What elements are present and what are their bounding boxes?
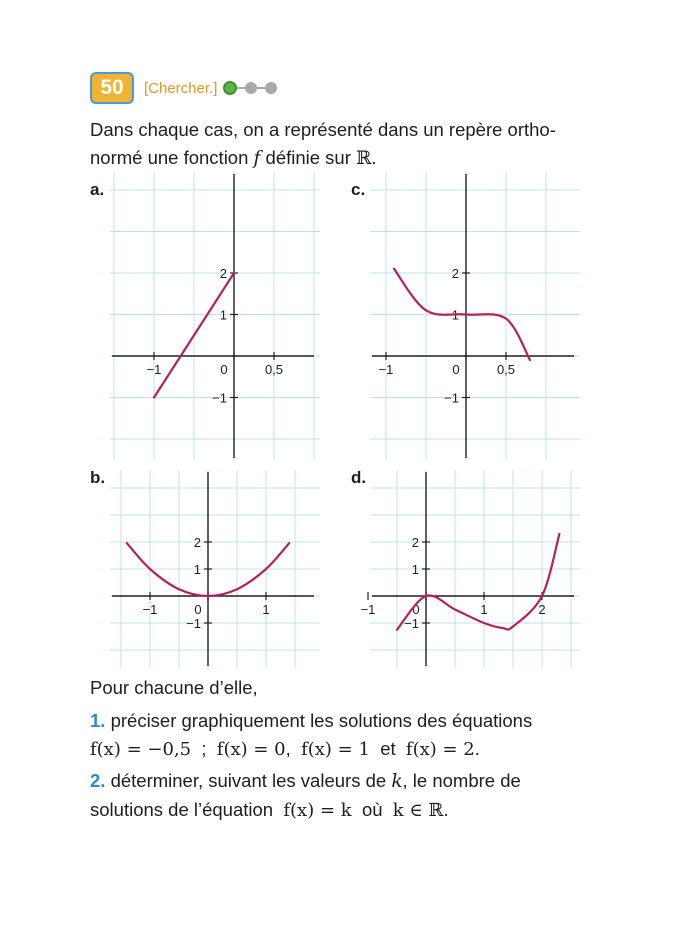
y-tick-label: 1 (193, 562, 201, 577)
statement-line-1: Dans chaque cas, on a représenté dans un repère ortho- (90, 119, 556, 140)
exercise-number-badge: 50 (90, 72, 134, 104)
question-1 (90, 707, 650, 735)
y-tick-label: −1 (186, 616, 201, 631)
exercise-header (90, 72, 277, 104)
graph-b (110, 470, 320, 668)
y-tick-label: 1 (411, 562, 419, 577)
x-tick-label: 2 (538, 602, 546, 617)
question-2-text: , le nombre de (402, 770, 521, 791)
graph-c (370, 172, 580, 460)
x-tick-label: 0,5 (496, 362, 516, 377)
statement-text: . (371, 147, 377, 168)
grid (370, 172, 580, 460)
difficulty-dot-1 (223, 81, 237, 95)
parameter-k: k (391, 771, 403, 792)
function-symbol: f (253, 148, 261, 169)
panel-label-a: a. (90, 180, 105, 199)
statement-line-2 (90, 144, 630, 173)
y-tick-label: −1 (212, 390, 227, 406)
question-2-number: 2. (90, 770, 106, 791)
graph-d (360, 470, 580, 668)
y-tick-label: −1 (404, 616, 419, 631)
x-tick-label: −1 (378, 362, 394, 377)
statement-text: définie sur (265, 147, 351, 168)
equation-3: f(x) = 1 (301, 739, 370, 760)
x-tick-label: 1 (262, 602, 270, 617)
difficulty-link (257, 87, 265, 89)
x-tick-label: 0 (194, 602, 202, 617)
y-tick-label: 2 (411, 535, 419, 550)
panel-label-c: c. (351, 180, 366, 199)
k-condition: k ∈ ℝ (392, 800, 444, 821)
y-tick-label: 2 (451, 266, 459, 281)
grid (110, 470, 320, 668)
questions-lead: Pour chacune d’elle, (90, 677, 258, 698)
difficulty-dot-3 (265, 82, 277, 94)
question-1-number: 1. (90, 710, 106, 731)
difficulty-indicator (223, 81, 277, 95)
difficulty-dot-2 (245, 82, 257, 94)
y-tick-label: 2 (219, 266, 227, 281)
grid (370, 470, 580, 668)
x-tick-label: −1 (142, 602, 158, 617)
panel-label-b: b. (90, 468, 106, 487)
x-tick-label: 0 (452, 362, 460, 377)
x-tick-label: 0,5 (264, 362, 284, 377)
question-2 (90, 767, 650, 796)
period: . (474, 738, 480, 759)
graph-a (110, 172, 320, 460)
x-tick-label: 0 (412, 602, 420, 617)
y-tick-label: −1 (444, 390, 459, 406)
exercise-statement (90, 116, 630, 173)
question-2-text: solutions de l’équation (90, 799, 274, 820)
question-2-text: où (361, 799, 383, 820)
difficulty-link (237, 87, 245, 89)
x-tick-label: −1 (146, 362, 162, 377)
question-2-line-2 (90, 796, 650, 825)
separator: , (285, 738, 291, 759)
x-tick-label: −1 (360, 602, 376, 617)
separator: ; (201, 738, 207, 759)
equation-1: f(x) = −0,5 (90, 739, 192, 760)
reals-symbol: ℝ (356, 148, 372, 169)
function-curve (397, 534, 559, 630)
x-tick-label: 0 (220, 362, 228, 377)
question-1-equations (90, 735, 650, 764)
statement-text: normé une fonction (90, 147, 249, 168)
period: . (443, 799, 449, 820)
equation-2: f(x) = 0 (216, 739, 286, 760)
grid (110, 172, 320, 460)
y-tick-label: 1 (219, 307, 227, 323)
question-1-text: préciser graphiquement les solutions des équations (110, 710, 533, 731)
equation-k: f(x) = k (283, 800, 352, 821)
panel-label-d: d. (351, 468, 367, 487)
y-tick-label: 1 (451, 307, 459, 323)
exercise-tag: [Chercher.] (144, 79, 218, 97)
y-tick-label: 2 (193, 535, 201, 550)
questions (90, 674, 650, 825)
x-tick-label: 1 (480, 602, 488, 617)
question-2-text: déterminer, suivant les valeurs de (110, 770, 387, 791)
conjunction: et (380, 738, 396, 759)
equation-4: f(x) = 2 (405, 739, 475, 760)
